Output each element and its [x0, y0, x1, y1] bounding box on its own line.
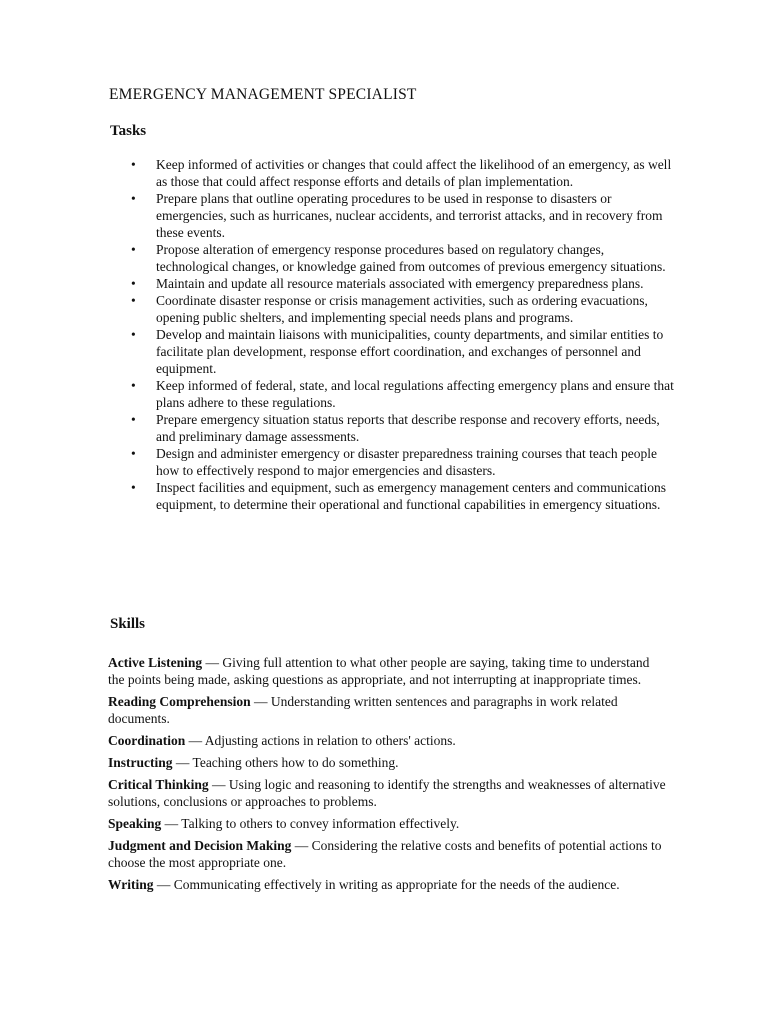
task-item: • Prepare emergency situation status reports that describe response and recovery efforts, needs, and preliminary damage assessments. — [156, 411, 676, 445]
skill-item — [108, 837, 668, 871]
skill-description: — Adjusting actions in relation to others' actions. — [185, 733, 456, 748]
skill-item — [108, 732, 668, 749]
skill-item — [108, 693, 668, 727]
task-item: • Inspect facilities and equipment, such as emergency management centers and communications equipment, to determine their operational and functional capabilities in emergency situations. — [156, 479, 676, 513]
skill-description: — Teaching others how to do something. — [172, 755, 399, 770]
skill-item — [108, 815, 668, 832]
skills-heading: Skills — [110, 616, 146, 632]
skills-list — [108, 654, 668, 898]
skill-name: Instructing — [108, 755, 173, 770]
skill-name: Coordination — [108, 733, 186, 748]
task-item: • Maintain and update all resource materials associated with emergency preparedness plans. — [156, 275, 676, 292]
skill-description: — Communicating effectively in writing as appropriate for the needs of the audience. — [153, 877, 620, 892]
skill-description: — Giving full attention to what other people are saying, taking time to understand the points being made, asking questions as appropriate, and not interrupting at inappropriate times. — [108, 655, 650, 687]
tasks-heading: Tasks — [110, 123, 147, 139]
task-item: • Develop and maintain liaisons with municipalities, county departments, and similar entities to facilitate plan development, response effort coordination, and exchanges of personnel and equipment. — [156, 326, 676, 377]
skill-item — [108, 776, 668, 810]
skill-description: — Understanding written sentences and paragraphs in work related documents. — [108, 694, 618, 726]
skill-name: Writing — [108, 877, 154, 892]
skill-description: — Talking to others to convey information effectively. — [161, 816, 460, 831]
skill-item — [108, 654, 668, 688]
task-item: • Keep informed of activities or changes that could affect the likelihood of an emergency, as well as those that could affect response efforts and details of plan implementation. — [156, 156, 676, 190]
skill-description: — Considering the relative costs and benefits of potential actions to choose the most appropriate one. — [108, 838, 662, 870]
skill-name: Speaking — [108, 816, 162, 831]
skill-name: Reading Comprehension — [108, 694, 251, 709]
skill-name: Critical Thinking — [108, 777, 209, 792]
task-item: • Propose alteration of emergency response procedures based on regulatory changes, technological changes, or knowledge gained from outcomes of previous emergency situations. — [156, 241, 676, 275]
skill-item — [108, 754, 668, 771]
document-title: EMERGENCY MANAGEMENT SPECIALIST — [109, 86, 417, 103]
task-item: • Coordinate disaster response or crisis management activities, such as ordering evacuations, opening public shelters, and implementing special needs plans and programs. — [156, 292, 676, 326]
skill-name: Active Listening — [108, 655, 203, 670]
skill-name: Judgment and Decision Making — [108, 838, 292, 853]
skill-description: — Using logic and reasoning to identify the strengths and weaknesses of alternative solutions, conclusions or approaches to problems. — [108, 777, 666, 809]
task-item: • Prepare plans that outline operating procedures to be used in response to disasters or emergencies, such as hurricanes, nuclear accidents, and terrorist attacks, and in recovery from these events. — [156, 190, 676, 241]
task-list — [156, 156, 676, 513]
task-item: • Keep informed of federal, state, and local regulations affecting emergency plans and ensure that plans adhere to these regulations. — [156, 377, 676, 411]
skill-item — [108, 876, 668, 893]
task-item: • Design and administer emergency or disaster preparedness training courses that teach people how to effectively respond to major emergencies and disasters. — [156, 445, 676, 479]
